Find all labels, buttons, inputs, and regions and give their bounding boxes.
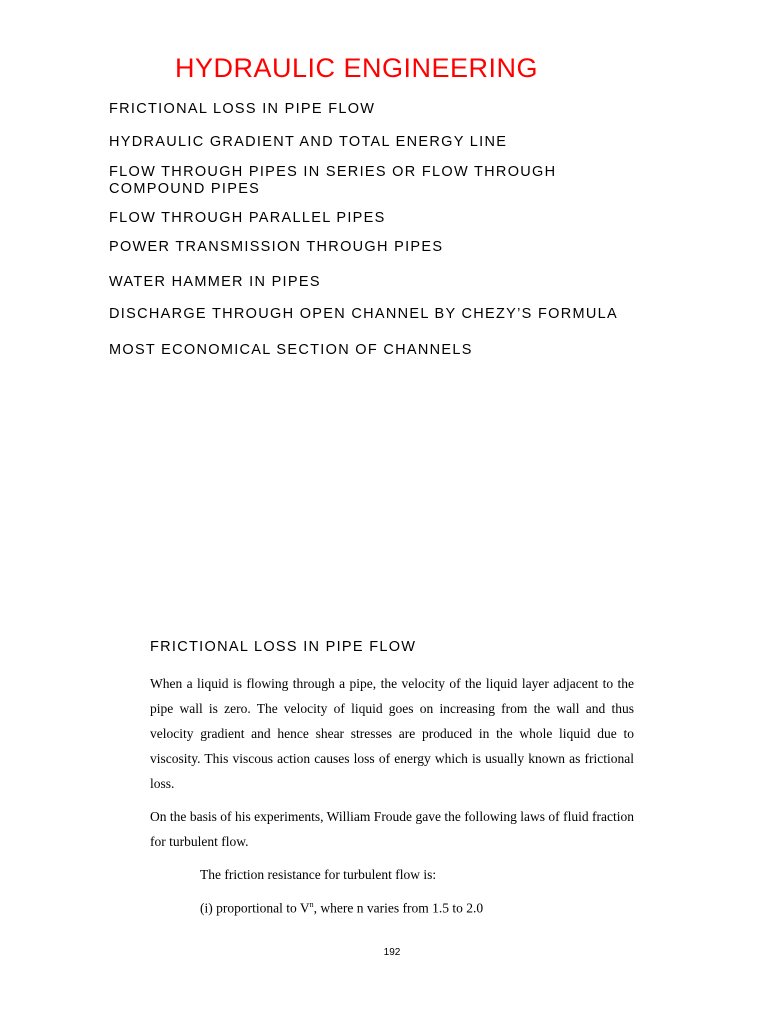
section-heading: FRICTIONAL LOSS IN PIPE FLOW [150, 639, 417, 655]
paragraph-frictional-loss: When a liquid is flowing through a pipe, the velocity of the liquid layer adjacent to the pipe wall is zero. The velocity of liquid goes on increasing from the wall and thus velocity gradient and hence shear stresses are produced in the whole liquid due to viscosity. This viscous action causes loss of energy which is usually known as frictional loss. [150, 676, 634, 791]
toc-item-parallel-pipes: FLOW THROUGH PARALLEL PIPES [109, 210, 386, 226]
law-item-1-prefix: (i) proportional to V [200, 900, 310, 916]
law-item-1 [200, 900, 483, 917]
toc-item-pipes-in-series [109, 164, 556, 198]
paragraph-froude-laws: On the basis of his experiments, William Froude gave the following laws of fluid fraction for turbulent flow. [150, 809, 634, 849]
law-item-1-suffix: , where n varies from 1.5 to 2.0 [313, 900, 484, 916]
toc-item-hydraulic-gradient: HYDRAULIC GRADIENT AND TOTAL ENERGY LINE [109, 134, 508, 150]
page-title: HYDRAULIC ENGINEERING [175, 53, 539, 83]
toc-item-frictional-loss: FRICTIONAL LOSS IN PIPE FLOW [109, 101, 376, 117]
toc-item-pipes-in-series-line1: FLOW THROUGH PIPES IN SERIES OR FLOW THROUGH [109, 164, 557, 180]
toc-item-power-transmission: POWER TRANSMISSION THROUGH PIPES [109, 239, 444, 255]
page-number: 192 [383, 947, 401, 958]
toc-item-water-hammer: WATER HAMMER IN PIPES [109, 274, 321, 290]
friction-resistance-intro: The friction resistance for turbulent flow is: [200, 867, 437, 882]
toc-item-pipes-in-series-line2: COMPOUND PIPES [109, 181, 261, 197]
toc-item-economical-section: MOST ECONOMICAL SECTION OF CHANNELS [109, 342, 473, 358]
law-item-1-exponent: n [309, 900, 314, 909]
toc-item-chezy-formula: DISCHARGE THROUGH OPEN CHANNEL BY CHEZY’S FORMULA [109, 306, 618, 322]
